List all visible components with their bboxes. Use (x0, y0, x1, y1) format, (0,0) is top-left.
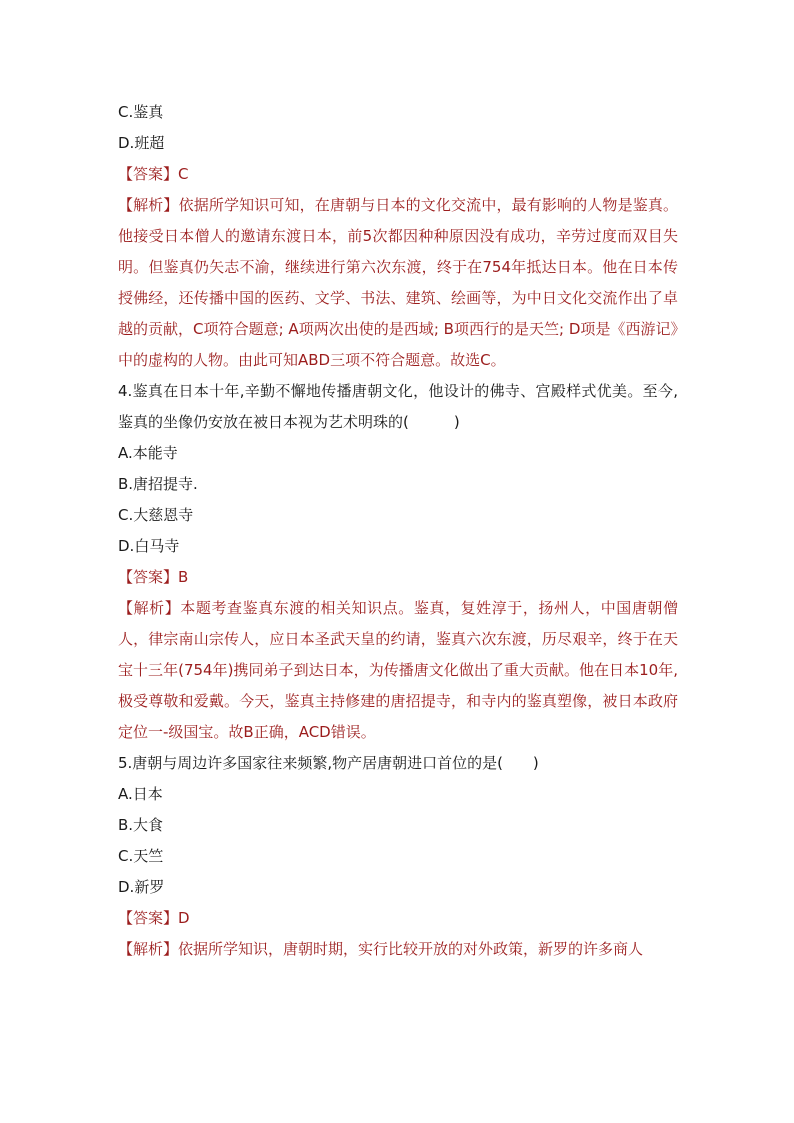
analysis-tag: 【解析】 (118, 196, 179, 214)
q4-answer (118, 562, 678, 593)
answer-tag: 【答案】 (118, 165, 179, 183)
q4-option-d: D.白马寺 (118, 537, 180, 555)
analysis-text: 依据所学知识，唐朝时期，实行比较开放的对外政策，新罗的许多商人 (178, 940, 644, 958)
answer-value: D (178, 909, 190, 927)
answer-value: C (178, 165, 189, 183)
q3-answer (118, 159, 678, 190)
q5-analysis (118, 934, 678, 965)
q5-option-d: D.新罗 (118, 878, 165, 896)
q4-option-c: C.大慈恩寺 (118, 506, 194, 524)
answer-tag: 【答案】 (118, 909, 179, 927)
analysis-tag: 【解析】 (118, 599, 181, 617)
q3-option-d: D.班超 (118, 134, 165, 152)
q3-option-c: C.鉴真 (118, 103, 164, 121)
q4-analysis (118, 593, 678, 748)
q4-option-b: B.唐招提寺. (118, 475, 198, 493)
analysis-tag: 【解析】 (118, 940, 179, 958)
q5-option-b: B.大食 (118, 816, 164, 834)
analysis-text: 本题考查鉴真东渡的相关知识点。鉴真，复姓淳于，扬州人，中国唐朝僧人，律宗南山宗传人，应日本圣武天皇的约请，鉴真六次东渡，历尽艰辛，终于在天宝十三年(754年)携同弟子到达日本，为传播唐文化做出了重大贡献。他在日本10年,极受尊敬和爱戴。今天，鉴真主持修建的唐招提寺，和寺内的鉴真塑像，被日本政府定位一-级国宝。故B正确，ACD错误。 (118, 599, 678, 741)
q5-option-c: C.天竺 (118, 847, 164, 865)
q4-option-a: A.本能寺 (118, 444, 178, 462)
q5-answer (118, 903, 678, 934)
q5-question: 5.唐朝与周边许多国家往来频繁,物产居唐朝进口首位的是( ) (118, 754, 539, 772)
answer-value: B (178, 568, 189, 586)
analysis-text: 依据所学知识可知，在唐朝与日本的文化交流中，最有影响的人物是鉴真。他接受日本僧人的邀请东渡日本，前5次都因种种原因没有成功，辛劳过度而双目失明。但鉴真仍矢志不渝，继续进行第六次东渡，终于在754年抵达日本。他在日本传授佛经，还传播中国的医药、文学、书法、建筑、绘画等，为中日文化交流作出了卓越的贡献，C项符合题意; A项两次出使的是西域; B项西行的是天竺; D项是《西游记》中的虚构的人物。由此可知ABD三项不符合题意。故选C。 (118, 196, 678, 369)
q4-question: 4.鉴真在日本十年,辛勤不懈地传播唐朝文化，他设计的佛寺、宫殿样式优美。至今,鉴真的坐像仍安放在被日本视为艺术明珠的( ) (118, 382, 678, 431)
document-content (118, 97, 678, 965)
answer-tag: 【答案】 (118, 568, 179, 586)
q3-analysis (118, 190, 678, 376)
q5-option-a: A.日本 (118, 785, 163, 803)
